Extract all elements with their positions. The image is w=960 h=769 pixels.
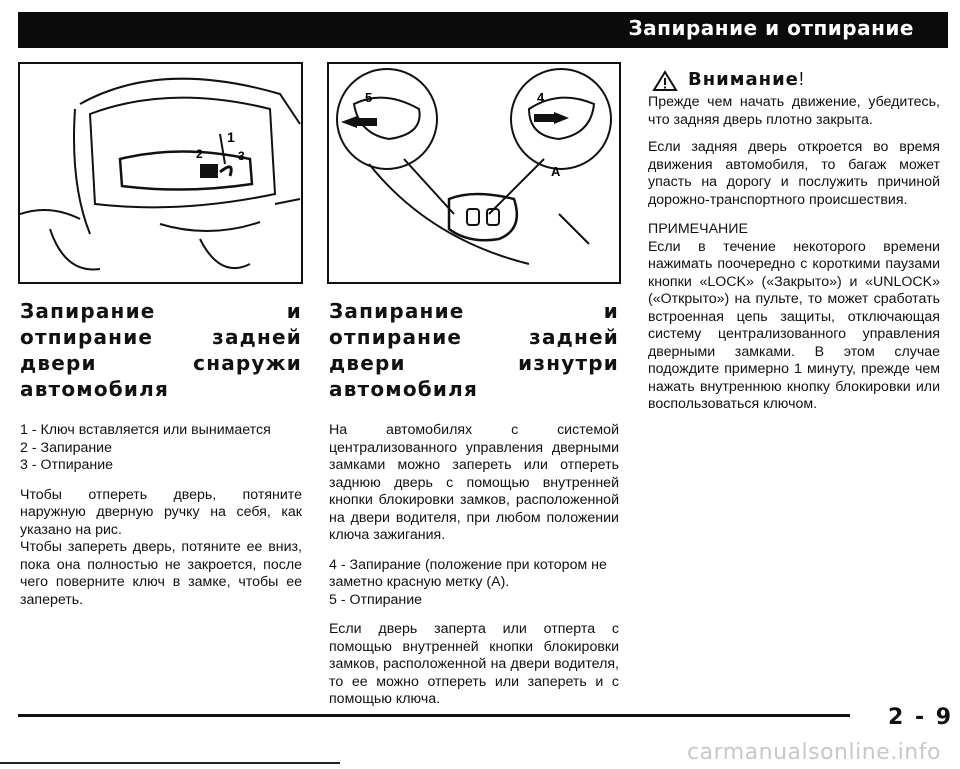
list-item: 2 - Запирание xyxy=(20,439,112,456)
warning-header xyxy=(652,70,940,92)
figure-label-5: 5 xyxy=(365,90,373,105)
warning-icon xyxy=(652,70,678,92)
handle-icon xyxy=(200,164,218,178)
bottom-divider xyxy=(0,762,340,764)
page-title: Запирание и отпирание xyxy=(628,16,914,40)
warning-paragraph-luggage: Если задняя дверь откроется во время движения автомобиля, то багаж может упасть на дорогу и послужить причиной дорожно-транспортного происшествия. xyxy=(648,139,940,208)
section-heading-interior: Запирание и отпирание задней двери изнутри автомобиля xyxy=(329,299,619,401)
watermark: carmanualsonline.info xyxy=(687,740,941,765)
figure-tailgate-exterior xyxy=(18,62,303,284)
list-item: 3 - Отпирание xyxy=(20,457,114,473)
figure-label-1: 1 xyxy=(227,129,235,145)
list-item: 5 - Отпирание xyxy=(329,591,423,608)
paragraph-unlock: Чтобы отпереть дверь, потяните наружную дверную ручку на себя, как указано на рис. xyxy=(20,486,302,538)
arrow-left-icon xyxy=(341,116,357,128)
footer-divider xyxy=(18,714,850,717)
warning-paragraph-closed: Прежде чем начать движение, убедитесь, что задняя дверь плотно закрыта. xyxy=(648,94,940,128)
list-item: 4 - Запирание (положение при котором не заметно красную метку (А). xyxy=(329,556,607,590)
figure-label-2: 2 xyxy=(196,147,203,161)
column-exterior xyxy=(20,298,302,609)
warning-exclaim: ! xyxy=(798,69,804,90)
paragraph-central-locking: На автомобилях с системой централизованного управления дверными замками можно запереть или отпереть заднюю дверь с помощью внутренней кнопки блокировки замков, расположенной на двери водителя, при любом положении ключа зажигания. xyxy=(329,422,619,543)
arrow-right-icon xyxy=(554,112,569,124)
figure-label-4: 4 xyxy=(537,90,545,105)
warning-title: Внимание xyxy=(688,69,799,91)
note-title: ПРИМЕЧАНИЕ xyxy=(648,221,748,237)
figure-label-3: 3 xyxy=(238,149,245,163)
note-paragraph: Если в течение некоторого времени нажимать поочередно с короткими паузами кнопки «LOCK» («Закрыто») и «UNLOCK» («Открыто») на пульте, то может сработать встроенная цепь защиты, отключающая систему централизованного управления дверными замками. В этом случае подождите примерно 1 минуту, прежде чем нажать внутреннюю кнопку блокировки или воспользоваться ключом. xyxy=(648,238,940,412)
column-interior xyxy=(329,298,619,709)
list-item: 1 - Ключ вставляется или вынимается xyxy=(20,422,271,438)
paragraph-lock: Чтобы запереть дверь, потяните ее вниз, пока она полностью не закроется, после чего поверните ключ в замке, чтобы ее запереть. xyxy=(20,539,302,608)
tailgate-exterior-illustration xyxy=(20,64,301,282)
column-warnings xyxy=(648,70,940,414)
section-heading-exterior: Запирание и отпирание задней двери снаружи автомобиля xyxy=(20,299,302,401)
figure-lock-button-interior xyxy=(327,62,621,284)
figure-label-a: A xyxy=(551,164,561,179)
page-number: 2 - 9 xyxy=(888,705,954,730)
lock-button-illustration xyxy=(329,64,619,282)
paragraph-key-usage: Если дверь заперта или отперта с помощью внутренней кнопки блокировки замков, расположенной на двери водителя, то ее можно отпереть или запереть и с помощью ключа. xyxy=(329,621,619,707)
